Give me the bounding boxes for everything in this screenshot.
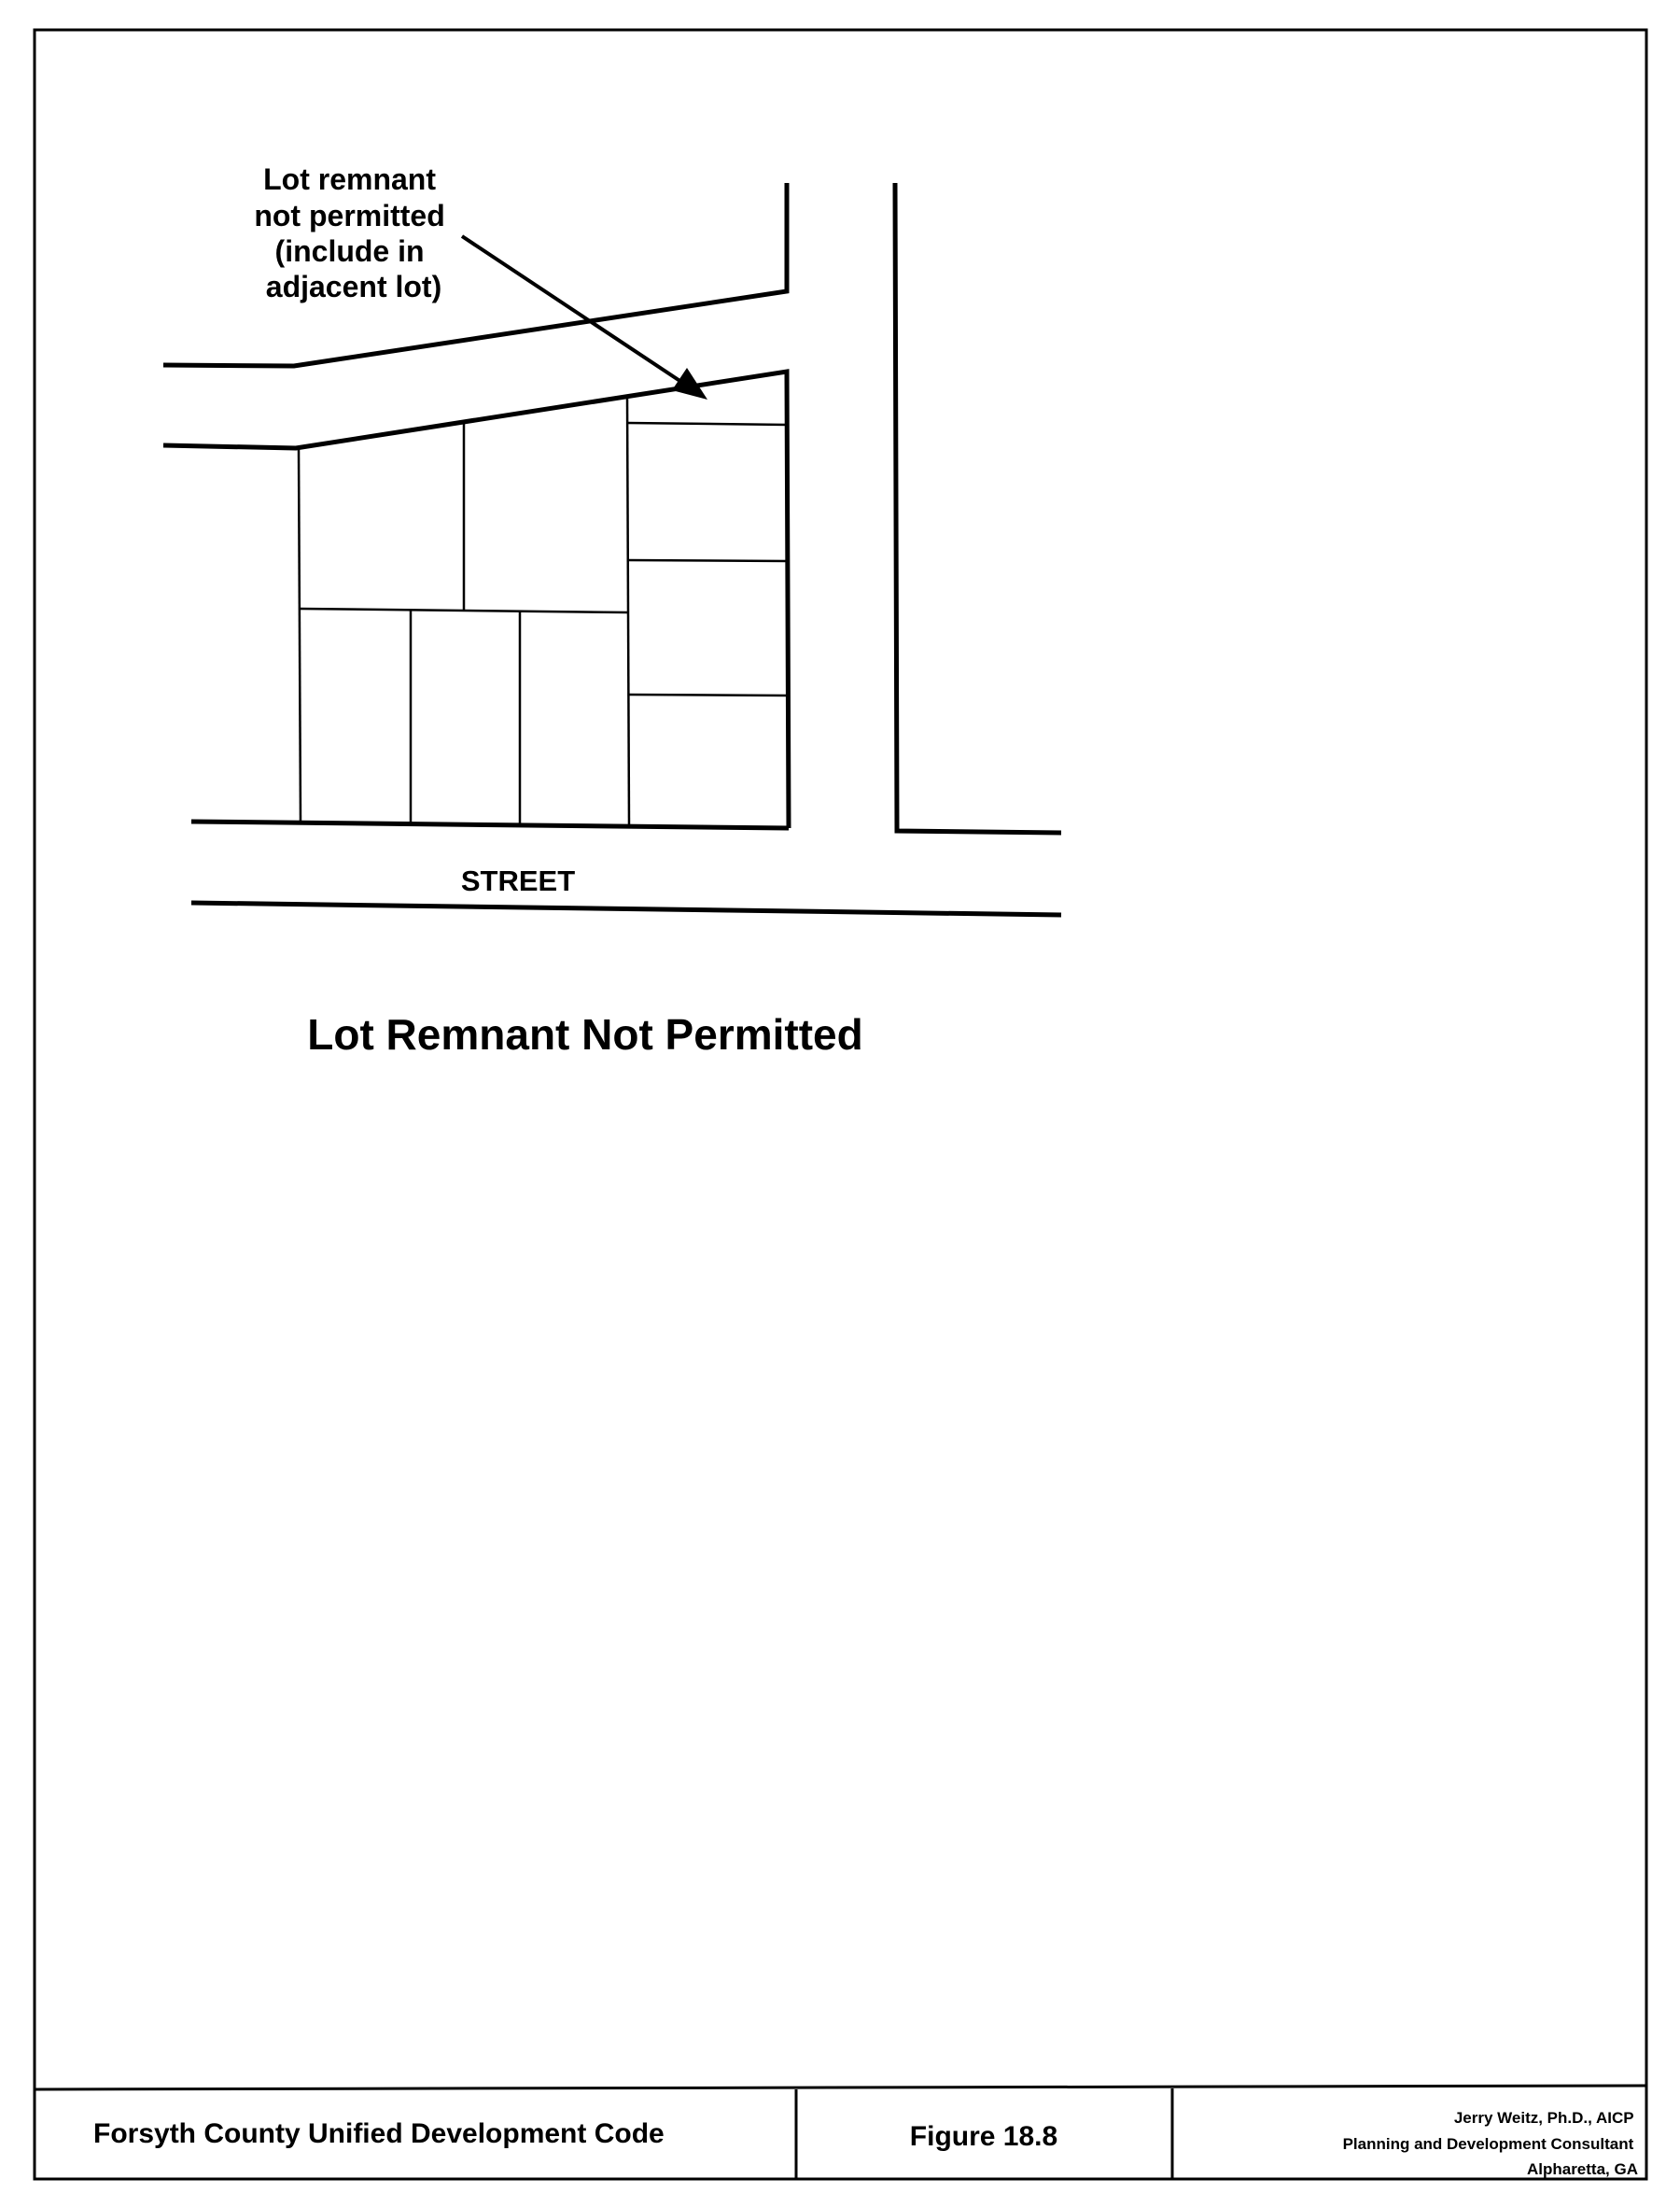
lot-line	[628, 695, 788, 696]
footer-consultant-line-1: Jerry Weitz, Ph.D., AICP	[1453, 2109, 1634, 2127]
footer-figure-number: Figure 18.8	[909, 2121, 1058, 2152]
annotation-line-3: (include in	[274, 234, 425, 268]
lot-lines	[299, 397, 788, 827]
street-label: STREET	[460, 865, 576, 897]
lot-line	[627, 397, 629, 827]
page-border	[35, 30, 1646, 2179]
side-street-edge	[895, 183, 1061, 833]
road-edge-lower	[163, 372, 789, 828]
lot-line	[299, 448, 301, 823]
street-edge-top	[191, 822, 789, 828]
lot-line	[627, 560, 788, 561]
annotation-line-1: Lot remnant	[263, 162, 436, 196]
footer-consultant	[1343, 2109, 1638, 2178]
annotation-line-4: adjacent lot)	[265, 270, 442, 303]
callout-arrow	[462, 236, 707, 400]
remnant-boundary	[627, 423, 788, 425]
footer-consultant-line-2: Planning and Development Consultant	[1342, 2135, 1634, 2153]
footer-document-title: Forsyth County Unified Development Code	[93, 2118, 665, 2149]
figure-caption: Lot Remnant Not Permitted	[307, 1010, 863, 1059]
annotation-line-2: not permitted	[254, 199, 445, 232]
street-edge-bottom	[191, 903, 1061, 915]
annotation-label	[254, 162, 453, 303]
footer-consultant-line-3: Alpharetta, GA	[1526, 2160, 1638, 2178]
